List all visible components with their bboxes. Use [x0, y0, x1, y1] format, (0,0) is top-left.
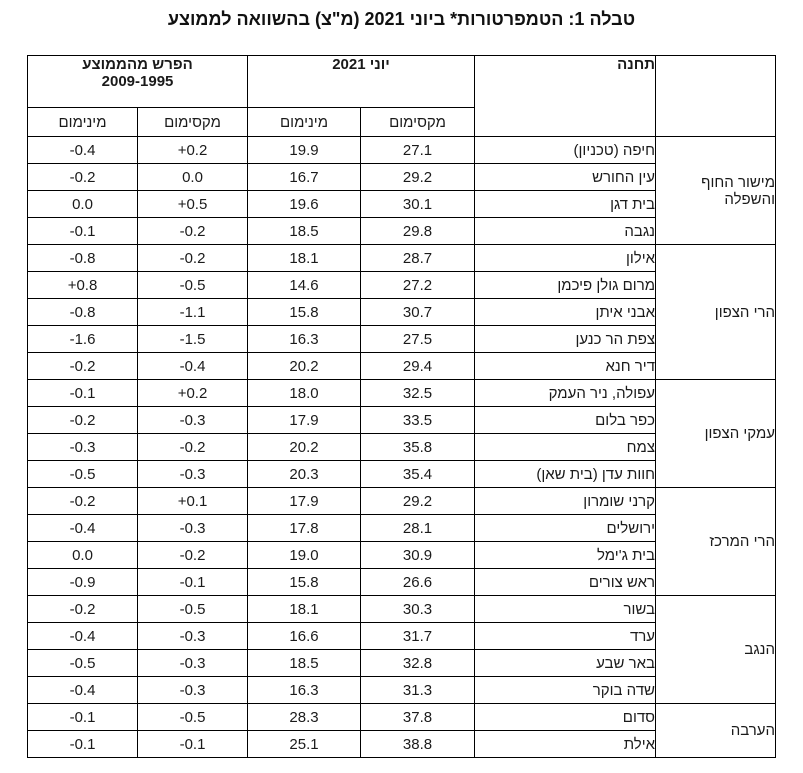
- station-cell: עפולה, ניר העמק: [475, 380, 656, 407]
- diff-max-cell: -1.1: [138, 299, 248, 326]
- diff-min-cell: -1.6: [28, 326, 138, 353]
- june-min-cell: 20.3: [248, 461, 361, 488]
- temperatures-table: [27, 55, 776, 758]
- station-cell: קרני שומרון: [475, 488, 656, 515]
- june-min-cell: 18.5: [248, 650, 361, 677]
- june-max-cell: 29.8: [361, 218, 475, 245]
- region-cell: עמקי הצפון: [656, 380, 776, 488]
- june-max-cell: 38.8: [361, 731, 475, 758]
- diff-min-cell: -0.8: [28, 299, 138, 326]
- diff-max-cell: +0.5: [138, 191, 248, 218]
- june-max-cell: 28.7: [361, 245, 475, 272]
- diff-max-cell: +0.2: [138, 137, 248, 164]
- diff-min-cell: -0.4: [28, 515, 138, 542]
- diff-max-cell: 0.0: [138, 164, 248, 191]
- june-min-cell: 14.6: [248, 272, 361, 299]
- station-cell: ערד: [475, 623, 656, 650]
- diff-max-cell: -0.3: [138, 677, 248, 704]
- diff-max-cell: -0.2: [138, 434, 248, 461]
- station-cell: נגבה: [475, 218, 656, 245]
- diff-max-cell: -0.5: [138, 704, 248, 731]
- june-max-cell: 27.2: [361, 272, 475, 299]
- diff-min-cell: -0.2: [28, 407, 138, 434]
- june-max-cell: 30.9: [361, 542, 475, 569]
- region-cell: הרי המרכז: [656, 488, 776, 596]
- diff-min-cell: +0.8: [28, 272, 138, 299]
- june-max-cell: 27.1: [361, 137, 475, 164]
- diff-min-cell: -0.3: [28, 434, 138, 461]
- diff-max-cell: +0.2: [138, 380, 248, 407]
- table-header: [28, 56, 776, 137]
- june-max-cell: 29.4: [361, 353, 475, 380]
- station-cell: חיפה (טכניון): [475, 137, 656, 164]
- table-row: [28, 596, 776, 623]
- station-cell: דיר חנא: [475, 353, 656, 380]
- june-max-cell: 33.5: [361, 407, 475, 434]
- header-row-main: [28, 56, 776, 108]
- diff-max-cell: -1.5: [138, 326, 248, 353]
- june-max-cell: 37.8: [361, 704, 475, 731]
- june-min-cell: 15.8: [248, 299, 361, 326]
- diff-max-cell: -0.1: [138, 731, 248, 758]
- diff-min-cell: -0.1: [28, 731, 138, 758]
- diff-min-cell: -0.5: [28, 461, 138, 488]
- june-min-header-cell: מינימום: [248, 108, 361, 137]
- station-cell: בשור: [475, 596, 656, 623]
- station-cell: שדה בוקר: [475, 677, 656, 704]
- station-cell: חוות עדן (בית שאן): [475, 461, 656, 488]
- june-max-cell: 32.5: [361, 380, 475, 407]
- diff-min-header-cell: מינימום: [28, 108, 138, 137]
- june-max-cell: 35.4: [361, 461, 475, 488]
- diff-min-cell: -0.4: [28, 677, 138, 704]
- diff-min-cell: -0.9: [28, 569, 138, 596]
- june-max-header-cell: מקסימום: [361, 108, 475, 137]
- diff-max-cell: -0.3: [138, 650, 248, 677]
- station-cell: עין החורש: [475, 164, 656, 191]
- june-max-cell: 30.1: [361, 191, 475, 218]
- june-max-cell: 26.6: [361, 569, 475, 596]
- june-max-cell: 29.2: [361, 488, 475, 515]
- diff-min-cell: 0.0: [28, 191, 138, 218]
- station-cell: אילון: [475, 245, 656, 272]
- june-max-cell: 30.3: [361, 596, 475, 623]
- diff-min-cell: -0.4: [28, 623, 138, 650]
- table-row: [28, 704, 776, 731]
- diff-max-cell: -0.4: [138, 353, 248, 380]
- diff-max-cell: -0.2: [138, 218, 248, 245]
- june-min-cell: 25.1: [248, 731, 361, 758]
- june-max-cell: 32.8: [361, 650, 475, 677]
- june-min-cell: 17.9: [248, 488, 361, 515]
- diff-max-cell: -0.1: [138, 569, 248, 596]
- june-2021-header-cell: יוני 2021: [248, 56, 475, 108]
- june-max-cell: 30.7: [361, 299, 475, 326]
- diff-min-cell: -0.8: [28, 245, 138, 272]
- diff-max-cell: +0.1: [138, 488, 248, 515]
- diff-from-average-header-cell: [28, 56, 248, 108]
- table-row: [28, 245, 776, 272]
- june-max-cell: 27.5: [361, 326, 475, 353]
- diff-max-cell: -0.3: [138, 515, 248, 542]
- june-max-cell: 35.8: [361, 434, 475, 461]
- region-cell: הרי הצפון: [656, 245, 776, 380]
- june-min-cell: 19.9: [248, 137, 361, 164]
- diff-max-cell: -0.2: [138, 542, 248, 569]
- station-cell: בית דגן: [475, 191, 656, 218]
- diff-max-cell: -0.2: [138, 245, 248, 272]
- june-max-cell: 29.2: [361, 164, 475, 191]
- diff-max-cell: -0.5: [138, 596, 248, 623]
- table-body: [28, 137, 776, 758]
- june-min-cell: 20.2: [248, 434, 361, 461]
- station-cell: אילת: [475, 731, 656, 758]
- diff-max-cell: -0.5: [138, 272, 248, 299]
- june-min-cell: 16.3: [248, 326, 361, 353]
- june-min-cell: 18.5: [248, 218, 361, 245]
- diff-min-cell: -0.2: [28, 488, 138, 515]
- diff-min-cell: 0.0: [28, 542, 138, 569]
- station-cell: כפר בלום: [475, 407, 656, 434]
- june-min-cell: 18.0: [248, 380, 361, 407]
- june-min-cell: 16.3: [248, 677, 361, 704]
- diff-min-cell: -0.2: [28, 164, 138, 191]
- station-cell: ירושלים: [475, 515, 656, 542]
- diff-min-cell: -0.1: [28, 218, 138, 245]
- station-cell: ראש צורים: [475, 569, 656, 596]
- diff-min-cell: -0.1: [28, 704, 138, 731]
- diff-min-cell: -0.1: [28, 380, 138, 407]
- june-min-cell: 28.3: [248, 704, 361, 731]
- station-cell: צמח: [475, 434, 656, 461]
- june-min-cell: 19.0: [248, 542, 361, 569]
- diff-min-cell: -0.2: [28, 353, 138, 380]
- june-min-cell: 20.2: [248, 353, 361, 380]
- station-cell: בית ג'ימל: [475, 542, 656, 569]
- station-cell: מרום גולן פיכמן: [475, 272, 656, 299]
- june-min-cell: 19.6: [248, 191, 361, 218]
- june-min-cell: 18.1: [248, 596, 361, 623]
- station-cell: באר שבע: [475, 650, 656, 677]
- region-header-cell: [656, 56, 776, 137]
- station-header-cell: תחנה: [475, 56, 656, 137]
- station-cell: צפת הר כנען: [475, 326, 656, 353]
- table-row: [28, 137, 776, 164]
- diff-max-header-cell: מקסימום: [138, 108, 248, 137]
- diff-max-cell: -0.3: [138, 623, 248, 650]
- diff-min-cell: -0.2: [28, 596, 138, 623]
- region-cell: הערבה: [656, 704, 776, 758]
- june-min-cell: 16.6: [248, 623, 361, 650]
- table-row: [28, 488, 776, 515]
- station-cell: אבני איתן: [475, 299, 656, 326]
- june-max-cell: 28.1: [361, 515, 475, 542]
- june-max-cell: 31.3: [361, 677, 475, 704]
- june-min-cell: 15.8: [248, 569, 361, 596]
- diff-max-cell: -0.3: [138, 461, 248, 488]
- region-cell: הנגב: [656, 596, 776, 704]
- june-max-cell: 31.7: [361, 623, 475, 650]
- diff-max-cell: -0.3: [138, 407, 248, 434]
- table-title: טבלה 1: הטמפרטורות* ביוני 2021 (מ"צ) בהשוואה לממוצע: [167, 9, 636, 29]
- diff-header-line1: הפרש מהממוצע: [82, 56, 193, 73]
- diff-min-cell: -0.5: [28, 650, 138, 677]
- region-cell: מישור החוף והשפלה: [656, 137, 776, 245]
- table-row: [28, 380, 776, 407]
- june-min-cell: 17.9: [248, 407, 361, 434]
- station-cell: סדום: [475, 704, 656, 731]
- june-min-cell: 16.7: [248, 164, 361, 191]
- diff-header-years: 2009-1995: [101, 73, 174, 90]
- june-min-cell: 17.8: [248, 515, 361, 542]
- june-min-cell: 18.1: [248, 245, 361, 272]
- diff-min-cell: -0.4: [28, 137, 138, 164]
